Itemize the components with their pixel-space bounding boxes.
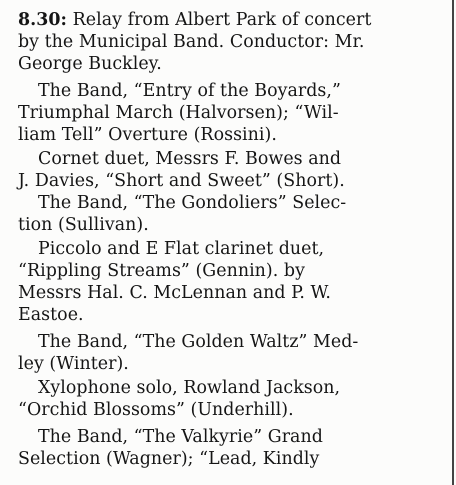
text-line-8: The Band, “The Gondoliers” Selec-: [38, 193, 347, 213]
text-line-2: George Buckley.: [18, 54, 162, 74]
text-line-3: The Band, “Entry of the Boyards,”: [38, 81, 341, 101]
text-line-7: J. Davies, “Short and Sweet” (Short).: [18, 171, 345, 191]
text-line-19: Selection (Wagner); “Lead, Kindly: [18, 449, 320, 469]
text-line-13: Eastoe.: [18, 305, 84, 325]
text-line-5: liam Tell” Overture (Rossini).: [18, 125, 277, 145]
text-line-9: tion (Sullivan).: [18, 215, 149, 235]
program-time: 8.30:: [18, 10, 68, 30]
text-line-11: “Rippling Streams” (Gennin). by: [18, 261, 305, 281]
program-header-line: [18, 10, 456, 30]
program-header-text: Relay from Albert Park of concert: [72, 10, 372, 30]
text-line-10: Piccolo and E Flat clarinet duet,: [38, 239, 325, 259]
text-line-1: by the Municipal Band. Conductor: Mr.: [18, 32, 365, 52]
text-line-15: ley (Winter).: [18, 354, 129, 374]
text-line-14: The Band, “The Golden Waltz” Med-: [38, 332, 359, 352]
text-line-16: Xylophone solo, Rowland Jackson,: [38, 378, 341, 398]
text-line-4: Triumphal March (Halvorsen); “Wil-: [18, 103, 339, 123]
text-line-6: Cornet duet, Messrs F. Bowes and: [38, 149, 342, 169]
text-line-18: The Band, “The Valkyrie” Grand: [38, 427, 323, 447]
text-line-17: “Orchid Blossoms” (Underhill).: [18, 400, 294, 420]
text-line-12: Messrs Hal. C. McLennan and P. W.: [18, 283, 331, 303]
